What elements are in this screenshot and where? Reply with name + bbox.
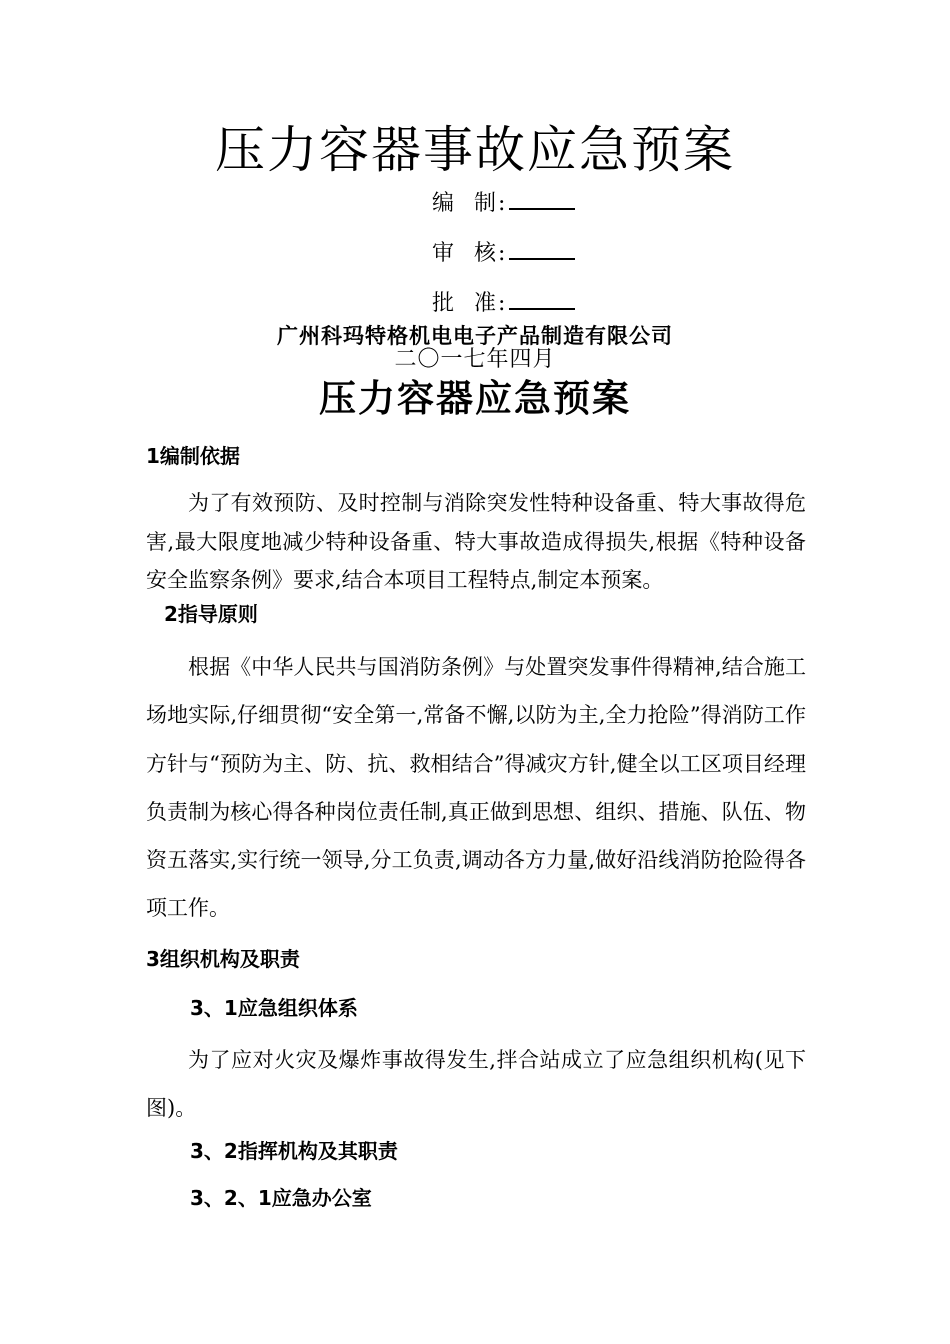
section-heading-1: 1编制依据	[146, 444, 240, 468]
subsection-3-1-paragraph: 为了应对火灾及爆炸事故得发生,拌合站成立了应急组织机构(见下图)。	[146, 1048, 806, 1120]
document-main-title: 压力容器事故应急预案	[215, 121, 735, 179]
section-1-paragraph: 为了有效预防、及时控制与消除突发性特种设备重、特大事故得危害,最大限度地减少特种设备重、特大事故造成得损失,根据《特种设备安全监察条例》要求,结合本项目工程特点,制定本预案。	[146, 491, 806, 592]
signature-label: 编 制:	[432, 191, 508, 216]
signature-row-reviewed	[432, 236, 575, 268]
document-date: 二〇一七年四月	[394, 347, 556, 372]
signature-blank	[509, 236, 575, 260]
plan-title: 压力容器应急预案	[319, 377, 631, 420]
signature-blank	[509, 286, 575, 310]
signature-row-compiled	[432, 186, 575, 218]
subsection-heading-3-2: 3、2指挥机构及其职责	[190, 1139, 398, 1163]
signature-label: 审 核:	[432, 241, 508, 266]
section-2-paragraph: 根据《中华人民共与国消防条例》与处置突发事件得精神,结合施工场地实际,仔细贯彻“安全第一,常备不懈,以防为主,全力抢险”得消防工作方针与“预防为主、防、抗、救相结合”得减灾方针,健全以工区项目经理负责制为核心得各种岗位责任制,真正做到思想、组织、措施、队伍、物资五落实,实行统一领导,分工负责,调动各方力量,做好沿线消防抢险得各项工作。	[146, 655, 806, 921]
section-heading-3: 3组织机构及职责	[146, 947, 300, 971]
section-heading-2: 2指导原则	[164, 602, 258, 626]
signature-label: 批 准:	[432, 291, 508, 316]
subsection-heading-3-2-1: 3、2、1应急办公室	[190, 1186, 372, 1210]
company-name: 广州科玛特格机电电子产品制造有限公司	[277, 324, 673, 348]
subsection-heading-3-1: 3、1应急组织体系	[190, 996, 358, 1020]
signature-row-approved	[432, 286, 575, 318]
signature-blank	[509, 186, 575, 210]
